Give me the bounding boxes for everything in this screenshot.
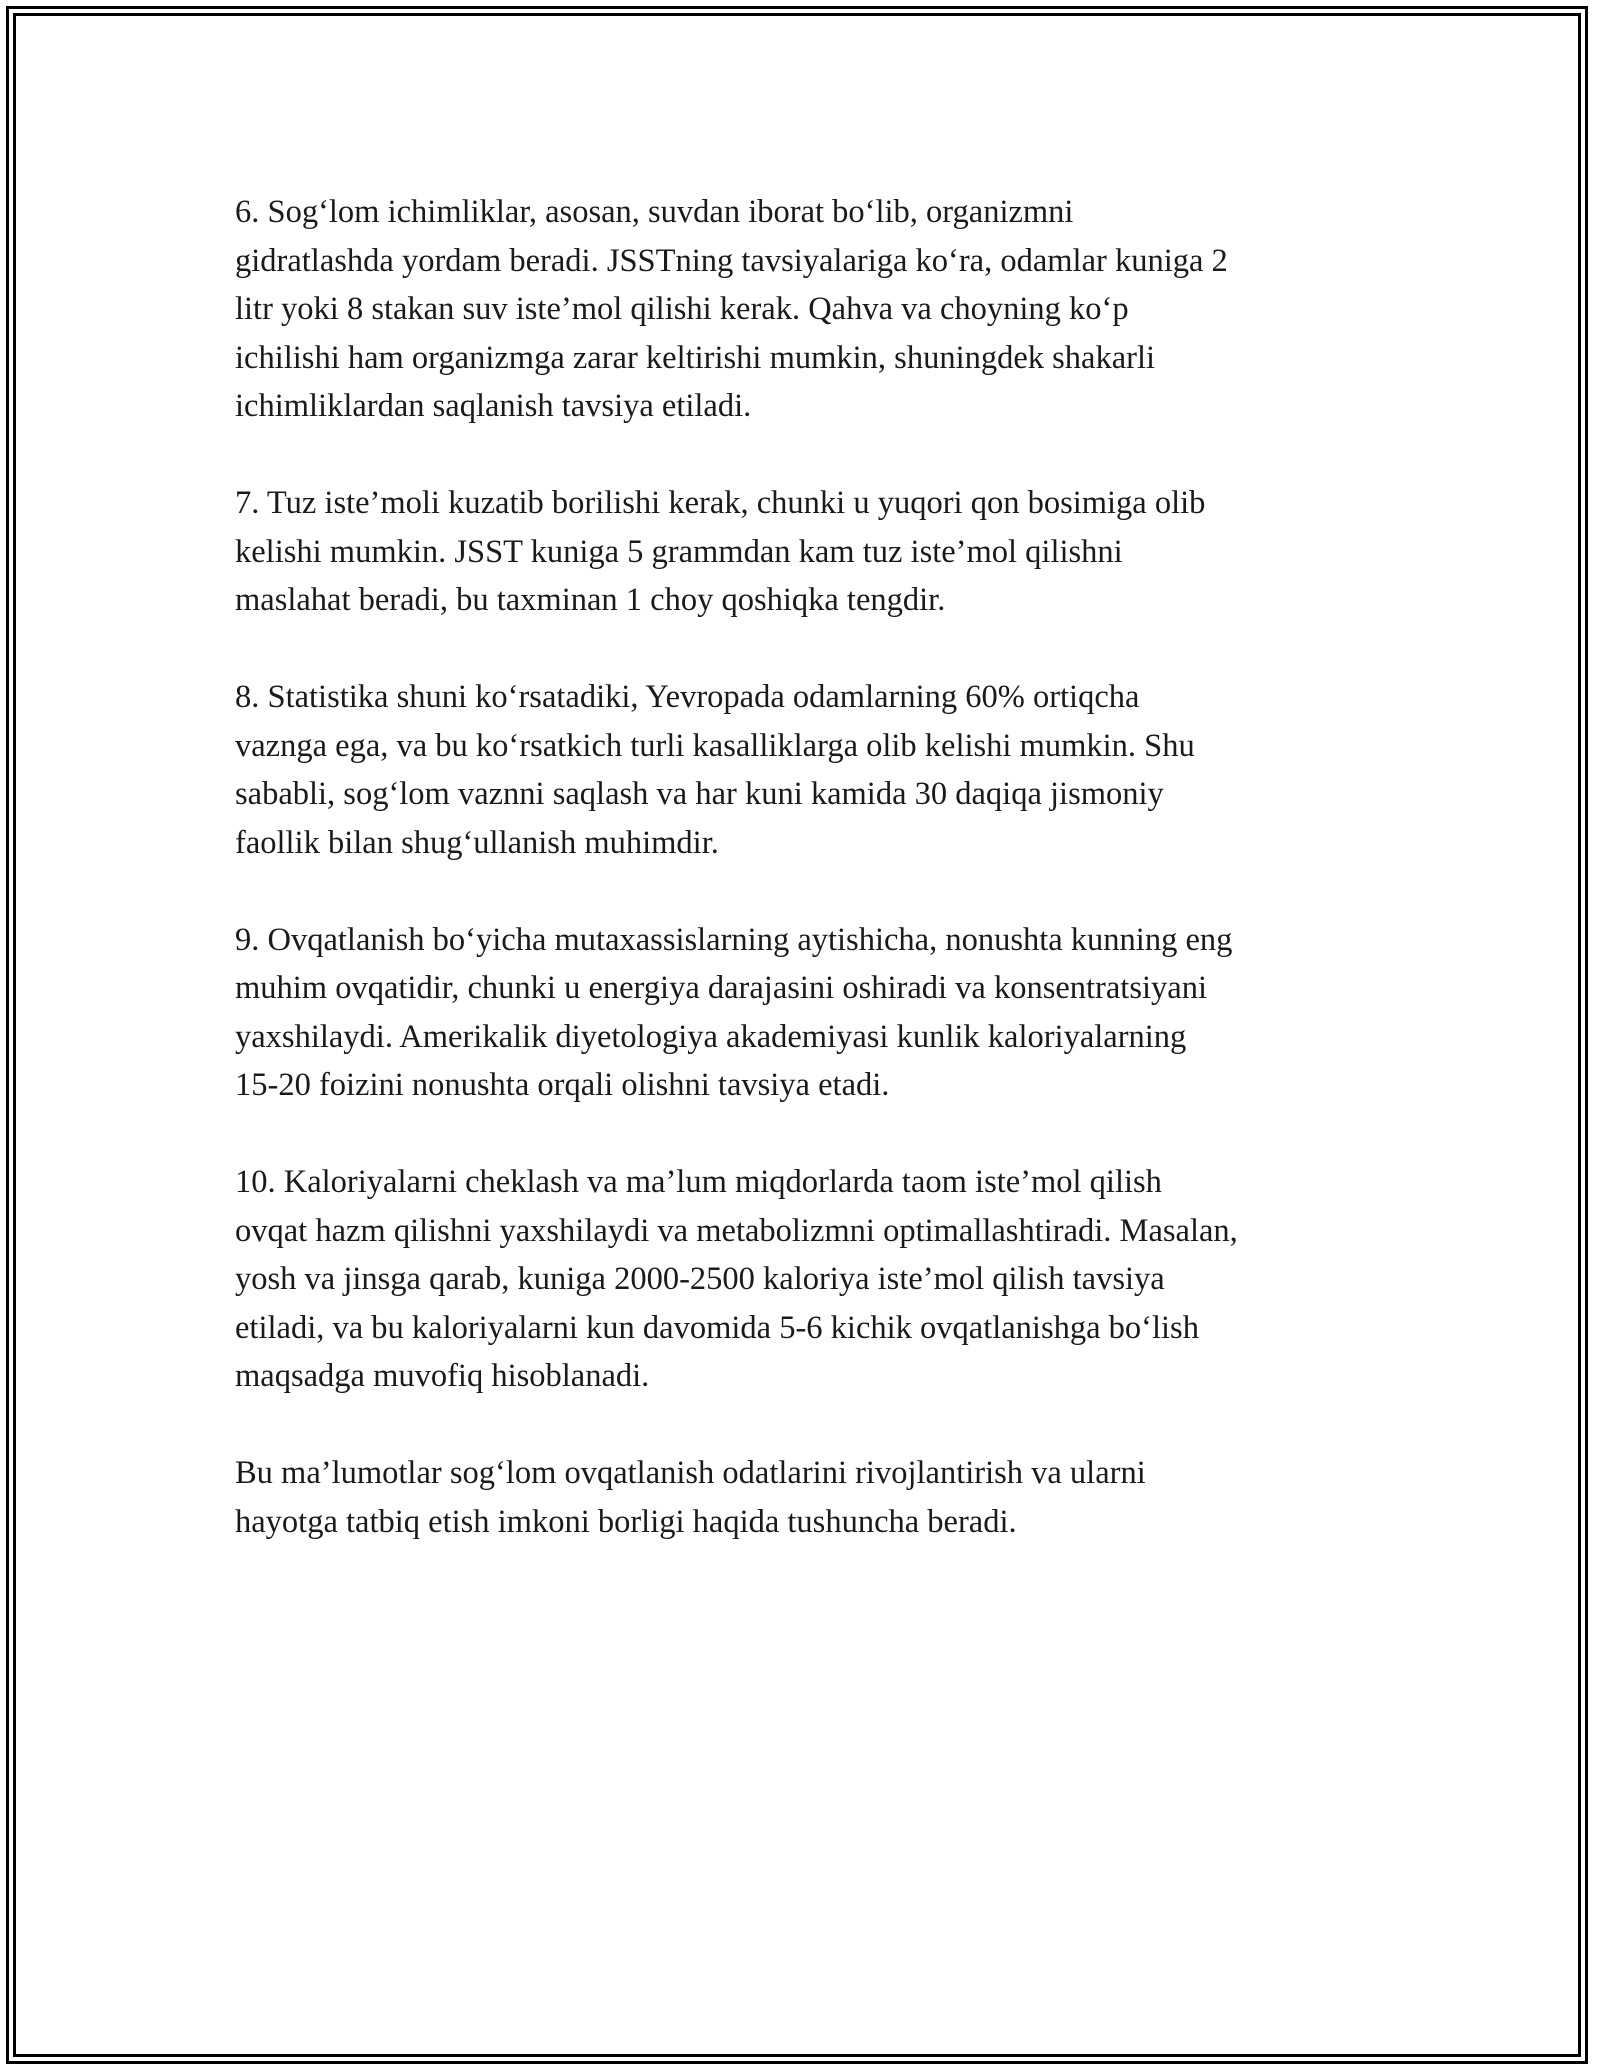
closing-paragraph: Bu ma’lumotlar sog‘lom ovqatlanish odatlarini rivojlantirish va ularni hayotga tatbiq etish imkoni borligi haqida tushuncha beradi. xyxy=(235,1455,1146,1540)
paragraph-10: 10. Kaloriyalarni cheklash va ma’lum miqdorlarda taom iste’mol qilish ovqat hazm qilishni yaxshilaydi va metabolizmni optimallashtiradi. Masalan, yosh va jinsga qarab, kuniga 2000-2500 kaloriya iste’mol qilish tavsiya etiladi, va bu kaloriyalarni kun davomida 5-6 kichik ovqatlanishga bo‘lish maqsadga muvofiq hisoblanadi. xyxy=(235,1164,1238,1394)
document-body xyxy=(235,188,1385,1595)
paragraph-7: 7. Tuz iste’moli kuzatib borilishi kerak, chunki u yuqori qon bosimiga olib kelishi mumkin. JSST kuniga 5 grammdan kam tuz iste’mol qilishni maslahat beradi, bu taxminan 1 choy qoshiqka tengdir. xyxy=(235,485,1206,618)
paragraph-8: 8. Statistika shuni ko‘rsatadiki, Yevropada odamlarning 60% ortiqcha vaznga ega, va bu ko‘rsatkich turli kasalliklarga olib kelishi mumkin. Shu sababli, sog‘lom vaznni saqlash va har kuni kamida 30 daqiqa jismoniy faollik bilan shug‘ullanish muhimdir. xyxy=(235,679,1195,861)
paragraph-6: 6. Sog‘lom ichimliklar, asosan, suvdan iborat bo‘lib, organizmni gidratlashda yordam beradi. JSSTning tavsiyalariga ko‘ra, odamlar kuniga 2 litr yoki 8 stakan suv iste’mol qilishi kerak. Qahva va choyning ko‘p ichilishi ham organizmga zarar keltirishi mumkin, shuningdek shakarli ichimliklardan saqlanish tavsiya etiladi. xyxy=(235,194,1228,424)
paragraph-9: 9. Ovqatlanish bo‘yicha mutaxassislarning aytishicha, nonushta kunning eng muhim ovqatidir, chunki u energiya darajasini oshiradi va konsentratsiyani yaxshilaydi. Amerikalik diyetologiya akademiyasi kunlik kaloriyalarning 15-20 foizini nonushta orqali olishni tavsiya etadi. xyxy=(235,921,1233,1103)
